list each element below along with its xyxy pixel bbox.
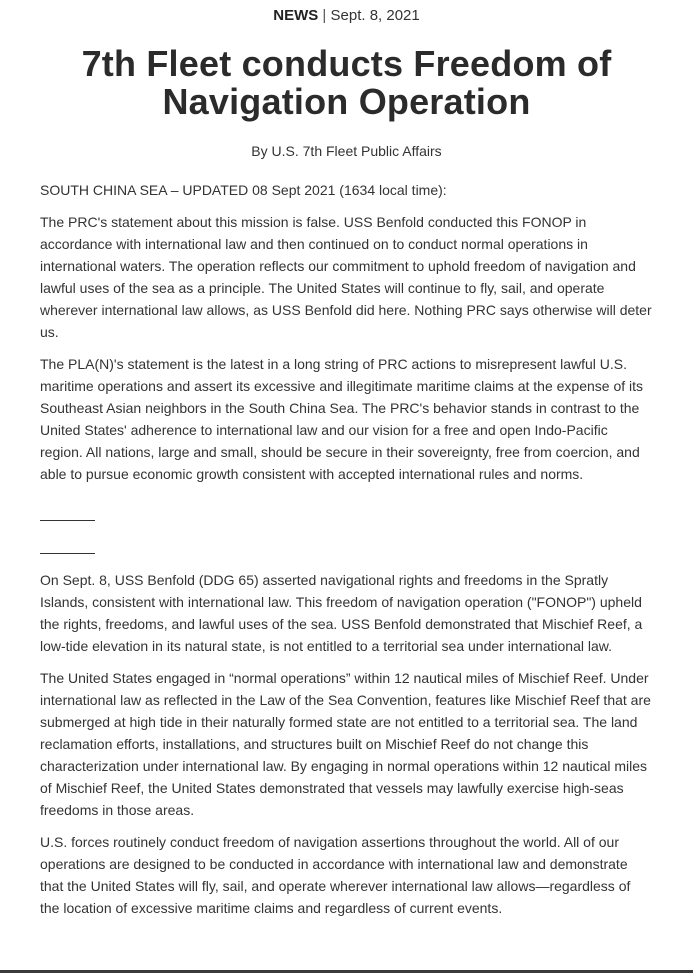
section-divider-1 [40, 520, 95, 521]
body-paragraph-1: On Sept. 8, USS Benfold (DDG 65) asserted navigational rights and freedoms in the Spratly Islands, consistent with international law. This freedom of navigation operation ("FONOP") upheld the rights, freedoms, and lawful uses of the sea. USS Benfold demonstrated that Mischief Reef, a low-tide elevation in its natural state, is not entitled to a territorial sea under international law. [40, 572, 643, 654]
publish-date: Sept. 8, 2021 [330, 7, 420, 24]
update-paragraph-2: The PLA(N)'s statement is the latest in a long string of PRC actions to misrepresent lawful U.S. maritime operations and assert its excessive and illegitimate maritime claims at the expense of its Southeast Asian neighbors in the South China Sea. The PRC's behavior stands in contrast to the United States' adherence to international law and our vision for a free and open Indo-Pacific region. All nations, large and small, should be secure in their sovereignty, free from coercion, and able to pursue economic growth consistent with accepted international rules and norms. [40, 356, 644, 482]
lede-line: SOUTH CHINA SEA – UPDATED 08 Sept 2021 (1634 local time): [40, 182, 447, 198]
byline: By U.S. 7th Fleet Public Affairs [251, 143, 442, 159]
section-divider-2 [40, 553, 95, 554]
body-paragraph-2: The United States engaged in “normal operations” within 12 nautical miles of Mischief Reef. Under international law as reflected in the Law of the Sea Convention, features like Mischief Reef that are submerged at high tide in their naturally formed state are not entitled to a territorial sea. The land reclamation efforts, installations, and structures built on Mischief Reef do not change this characterization under international law. By engaging in normal operations within 12 nautical miles of Mischief Reef, the United States demonstrated that vessels may lawfully exercise high-seas freedoms in those areas. [40, 670, 651, 818]
article-title: 7th Fleet conducts Freedom of Navigation Operation [81, 43, 612, 122]
category-label: NEWS [273, 7, 319, 24]
body-paragraph-3: U.S. forces routinely conduct freedom of navigation assertions throughout the world. All of our operations are designed to be conducted in accordance with international law and demonstrate that the United States will fly, sail, and operate wherever international law allows—regardless of the location of excessive maritime claims and regardless of current events. [40, 834, 631, 916]
dateline-separator: | [322, 7, 327, 24]
update-paragraph-1: The PRC's statement about this mission is false. USS Benfold conducted this FONOP in accordance with international law and then continued on to conduct normal operations in international waters. The operation reflects our commitment to uphold freedom of navigation and lawful uses of the sea as a principle. The United States will continue to fly, sail, and operate wherever international law allows, as USS Benfold did here. Nothing PRC says otherwise will deter us. [40, 214, 652, 340]
dateline [40, 7, 653, 25]
